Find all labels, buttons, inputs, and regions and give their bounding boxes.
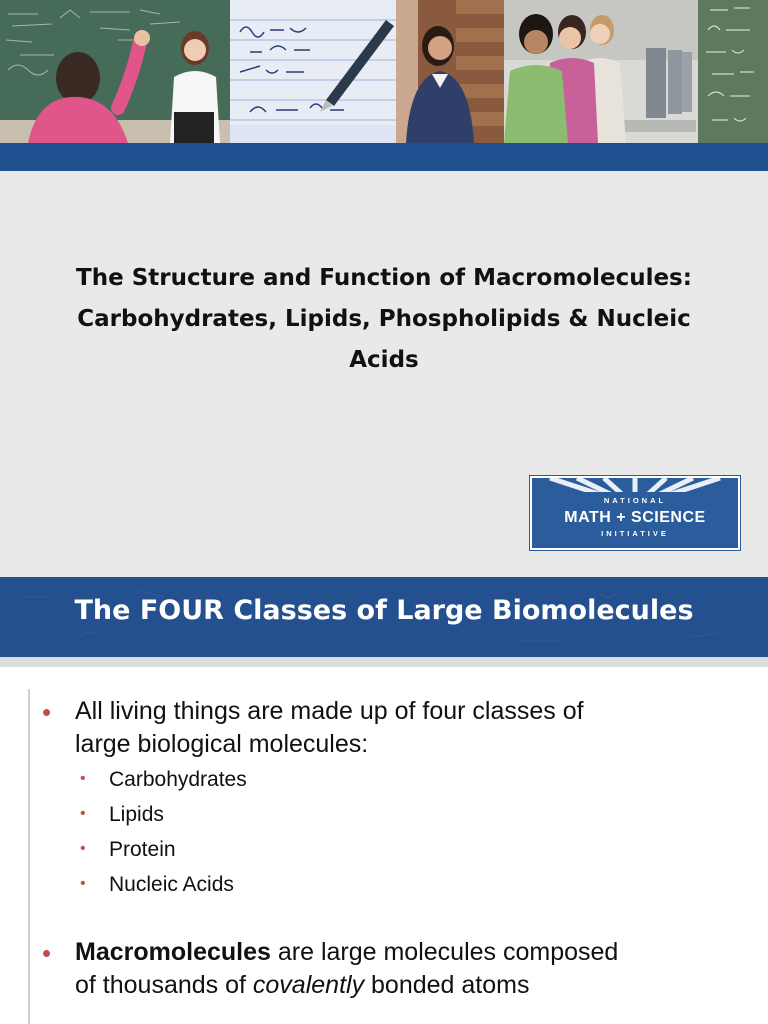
bullet-1-line-2: large biological molecules: bbox=[75, 730, 369, 758]
slide2-title: The FOUR Classes of Large Biomolecules bbox=[74, 595, 694, 626]
term-covalently: covalently bbox=[252, 971, 365, 999]
bullet-2-line-1-rest: are large molecules composed bbox=[270, 938, 619, 966]
bullet-2-line-2-post: bonded atoms bbox=[364, 971, 530, 999]
bullet-2-line-2-pre: of thousands of bbox=[75, 971, 253, 999]
sub-item-nucleic-acids: Nucleic Acids bbox=[109, 873, 234, 896]
slide2-header-bar bbox=[0, 577, 768, 657]
logo-text-initiative: INITIATIVE bbox=[601, 529, 669, 538]
bullet-dot: • bbox=[42, 938, 52, 968]
header-underline-band bbox=[0, 657, 768, 667]
sub-bullet-dot: • bbox=[80, 770, 86, 787]
student-stairs-photo bbox=[396, 0, 504, 143]
left-rule-line bbox=[28, 689, 30, 1024]
photo-banner bbox=[0, 0, 768, 143]
header-blue-bar bbox=[0, 143, 768, 171]
nmsi-logo bbox=[530, 476, 740, 550]
bullet-1-text bbox=[75, 695, 584, 761]
sub-bullet-dot: • bbox=[80, 805, 86, 822]
title-line-1: The Structure and Function of Macromolecules: bbox=[76, 265, 692, 291]
title-slide-heading bbox=[30, 258, 738, 381]
bullet-1-line-1: All living things are made up of four classes of bbox=[75, 697, 584, 725]
bullet-dot: • bbox=[42, 697, 52, 727]
sub-item-lipids: Lipids bbox=[109, 803, 164, 826]
handwritten-math-photo bbox=[230, 0, 396, 143]
title-line-2: Carbohydrates, Lipids, Phospholipids & Nucleic bbox=[77, 306, 691, 332]
title-line-3: Acids bbox=[349, 347, 419, 373]
sub-bullet-dot: • bbox=[80, 840, 86, 857]
bullet-2-line-1 bbox=[75, 936, 618, 969]
teacher-chalkboard-photo bbox=[0, 0, 230, 143]
term-macromolecules: Macromolecules bbox=[75, 938, 271, 966]
logo-text-national: NATIONAL bbox=[603, 496, 667, 505]
chalkboard-equations-photo bbox=[698, 0, 768, 143]
biomolecules-slide bbox=[0, 577, 768, 1024]
students-computers-photo bbox=[504, 0, 698, 143]
sub-bullet-dot: • bbox=[80, 875, 86, 892]
sub-item-carbohydrates: Carbohydrates bbox=[109, 768, 247, 791]
bullet-2-line-2 bbox=[75, 969, 618, 1002]
sub-item-protein: Protein bbox=[109, 838, 176, 861]
bullet-2-text bbox=[75, 936, 618, 1002]
logo-text-main: MATH + SCIENCE bbox=[564, 509, 706, 526]
